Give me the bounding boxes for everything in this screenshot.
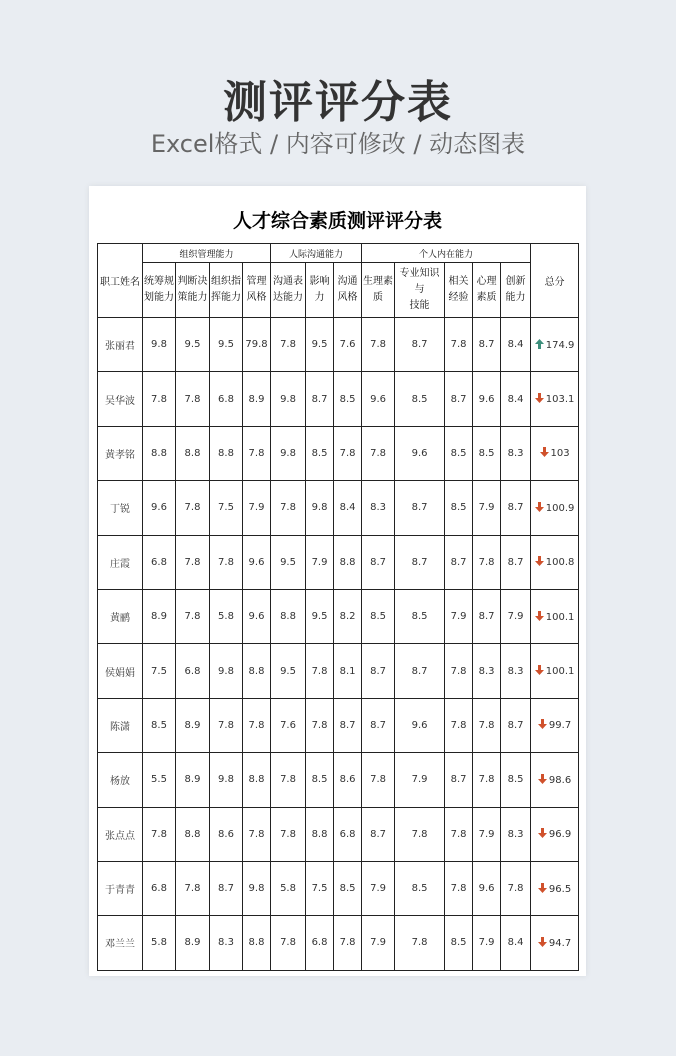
score-cell: 5.8: [143, 916, 176, 970]
column-header: [243, 263, 271, 318]
total-cell: [531, 861, 579, 915]
score-cell: 8.7: [473, 318, 501, 372]
column-header-line: 经验: [448, 292, 469, 303]
score-cell: 7.8: [210, 698, 243, 752]
score-cell: 8.7: [362, 535, 395, 589]
total-cell: [531, 426, 579, 480]
column-header-line: 管理: [246, 276, 267, 287]
employee-name-cell: 庄霞: [98, 535, 143, 589]
total-cell: [531, 807, 579, 861]
column-header-line: 素质: [476, 292, 497, 303]
score-cell: 8.7: [501, 535, 531, 589]
score-cell: 7.9: [362, 916, 395, 970]
score-cell: 7.9: [501, 589, 531, 643]
table-row: [98, 589, 579, 643]
total-value: 100.1: [545, 666, 575, 678]
score-cell: 7.8: [176, 372, 210, 426]
employee-name-cell: 于青青: [98, 861, 143, 915]
score-cell: 8.2: [334, 589, 362, 643]
score-cell: 7.8: [501, 861, 531, 915]
table-row: [98, 426, 579, 480]
total-value: 103: [550, 448, 570, 460]
column-header-line: 沟通: [337, 276, 358, 287]
score-cell: 8.3: [210, 916, 243, 970]
employee-name-cell: 黄鹂: [98, 589, 143, 643]
score-cell: 7.8: [334, 916, 362, 970]
table-row: [98, 807, 579, 861]
score-cell: 8.5: [362, 589, 395, 643]
score-cell: 8.7: [395, 318, 445, 372]
score-cell: 9.8: [243, 861, 271, 915]
score-cell: 9.8: [210, 753, 243, 807]
table-row: [98, 318, 579, 372]
score-cell: 9.8: [271, 372, 306, 426]
score-cell: 7.8: [473, 698, 501, 752]
score-cell: 9.6: [395, 426, 445, 480]
table-row: [98, 644, 579, 698]
score-cell: 9.8: [210, 644, 243, 698]
score-cell: 9.6: [143, 481, 176, 535]
score-cell: 7.8: [362, 753, 395, 807]
score-cell: 9.8: [143, 318, 176, 372]
score-cell: 6.8: [210, 372, 243, 426]
score-cell: 7.8: [271, 481, 306, 535]
score-cell: 8.8: [243, 644, 271, 698]
total-value: 100.9: [545, 502, 575, 514]
score-cell: 8.4: [501, 372, 531, 426]
column-header-line: 创新: [505, 276, 526, 287]
score-cell: 7.8: [243, 807, 271, 861]
score-cell: 8.3: [501, 807, 531, 861]
trend-down-arrow-icon: [540, 447, 549, 457]
score-cell: 9.5: [306, 589, 334, 643]
column-header: [143, 263, 176, 318]
score-cell: 8.7: [445, 753, 473, 807]
table-row: [98, 535, 579, 589]
score-cell: 8.7: [445, 372, 473, 426]
score-cell: 7.8: [143, 807, 176, 861]
employee-name-cell: 陈潇: [98, 698, 143, 752]
spreadsheet-preview: [89, 186, 586, 976]
employee-name-cell: 丁锐: [98, 481, 143, 535]
header-group-personal: 个人内在能力: [362, 244, 531, 263]
column-header-line: 统筹规: [144, 276, 174, 287]
sub-header-row: [98, 263, 579, 318]
score-cell: 8.5: [306, 426, 334, 480]
score-cell: 8.9: [176, 753, 210, 807]
score-cell: 9.5: [176, 318, 210, 372]
score-cell: 7.6: [334, 318, 362, 372]
column-header-line: 划能力: [144, 292, 174, 303]
column-header-line: 挥能力: [211, 292, 241, 303]
column-header-line: 质: [373, 292, 384, 303]
banner-subtitle: Excel格式 / 内容可修改 / 动态图表: [150, 130, 526, 158]
column-header-line: 策能力: [177, 292, 208, 303]
trend-down-arrow-icon: [535, 556, 544, 566]
score-cell: 7.8: [306, 698, 334, 752]
column-header: [176, 263, 210, 318]
column-header: [210, 263, 243, 318]
total-value: 99.7: [548, 720, 572, 732]
score-cell: 8.8: [176, 426, 210, 480]
total-cell: [531, 318, 579, 372]
column-header-line: 组织指: [211, 276, 241, 287]
score-cell: 7.8: [243, 426, 271, 480]
score-cell: 8.8: [306, 807, 334, 861]
score-cell: 8.3: [473, 644, 501, 698]
score-cell: 8.3: [362, 481, 395, 535]
column-header-line: 风格: [246, 292, 267, 303]
total-value: 96.5: [548, 883, 572, 895]
score-cell: 9.6: [395, 698, 445, 752]
score-cell: 8.5: [334, 372, 362, 426]
score-cell: 5.8: [210, 589, 243, 643]
table-row: [98, 861, 579, 915]
score-cell: 8.5: [334, 861, 362, 915]
total-value: 98.6: [548, 774, 572, 786]
employee-name-cell: 吴华波: [98, 372, 143, 426]
score-cell: 8.9: [243, 372, 271, 426]
score-cell: 8.9: [176, 698, 210, 752]
score-cell: 8.5: [395, 589, 445, 643]
score-cell: 7.8: [210, 535, 243, 589]
score-cell: 8.8: [176, 807, 210, 861]
score-cell: 7.8: [271, 807, 306, 861]
column-header: [271, 263, 306, 318]
trend-down-arrow-icon: [535, 665, 544, 675]
header-employee-name: 职工姓名: [98, 244, 143, 318]
column-header-line: 力: [314, 292, 325, 303]
score-cell: 7.8: [362, 318, 395, 372]
score-cell: 9.5: [306, 318, 334, 372]
column-header: [306, 263, 334, 318]
score-cell: 7.8: [176, 589, 210, 643]
score-cell: 7.8: [143, 372, 176, 426]
score-cell: 7.9: [243, 481, 271, 535]
score-cell: 8.8: [243, 916, 271, 970]
score-cell: 8.8: [334, 535, 362, 589]
score-cell: 8.7: [395, 481, 445, 535]
score-cell: 9.8: [306, 481, 334, 535]
score-cell: 7.8: [271, 916, 306, 970]
score-cell: 8.5: [306, 753, 334, 807]
score-cell: 8.3: [501, 644, 531, 698]
score-cell: 7.8: [362, 426, 395, 480]
score-cell: 7.8: [176, 861, 210, 915]
trend-down-arrow-icon: [535, 393, 544, 403]
score-cell: 5.5: [143, 753, 176, 807]
trend-down-arrow-icon: [535, 611, 544, 621]
score-cell: 8.4: [334, 481, 362, 535]
score-cell: 7.8: [445, 861, 473, 915]
employee-name-cell: 张丽君: [98, 318, 143, 372]
column-header-line: 能力: [505, 292, 526, 303]
score-cell: 6.8: [143, 861, 176, 915]
score-cell: 8.7: [362, 644, 395, 698]
score-cell: 8.7: [445, 535, 473, 589]
trend-down-arrow-icon: [538, 937, 547, 947]
score-cell: 8.5: [445, 916, 473, 970]
score-cell: 7.9: [395, 753, 445, 807]
score-cell: 9.8: [271, 426, 306, 480]
trend-down-arrow-icon: [538, 828, 547, 838]
column-header-line: 达能力: [273, 292, 304, 303]
score-body: [98, 318, 579, 971]
score-cell: 7.8: [445, 318, 473, 372]
score-cell: 7.8: [243, 698, 271, 752]
column-header: [501, 263, 531, 318]
column-header-line: 判断决: [177, 276, 208, 287]
score-cell: 8.8: [243, 753, 271, 807]
score-cell: 7.8: [271, 318, 306, 372]
table-row: [98, 698, 579, 752]
score-cell: 8.8: [210, 426, 243, 480]
score-cell: 7.9: [473, 916, 501, 970]
total-cell: [531, 916, 579, 970]
score-cell: 7.8: [334, 426, 362, 480]
score-cell: 7.8: [445, 807, 473, 861]
trend-down-arrow-icon: [538, 719, 547, 729]
score-cell: 8.5: [445, 426, 473, 480]
employee-name-cell: 侯娟娟: [98, 644, 143, 698]
score-cell: 8.7: [362, 698, 395, 752]
column-header: [334, 263, 362, 318]
score-cell: 6.8: [143, 535, 176, 589]
score-cell: 7.9: [445, 589, 473, 643]
column-header-line: 相关: [448, 276, 469, 287]
score-cell: 7.9: [362, 861, 395, 915]
trend-down-arrow-icon: [535, 502, 544, 512]
score-cell: 7.8: [445, 644, 473, 698]
employee-name-cell: 张点点: [98, 807, 143, 861]
column-header: [395, 263, 445, 318]
column-header-line: 专业知识与: [399, 268, 440, 295]
score-cell: 8.5: [473, 426, 501, 480]
score-cell: 6.8: [306, 916, 334, 970]
score-cell: 7.9: [473, 807, 501, 861]
total-cell: [531, 698, 579, 752]
score-cell: 8.7: [473, 589, 501, 643]
trend-up-arrow-icon: [535, 339, 544, 349]
employee-name-cell: 黄孝铭: [98, 426, 143, 480]
employee-name-cell: 杨放: [98, 753, 143, 807]
column-header-line: 影响: [309, 276, 330, 287]
score-cell: 8.8: [143, 426, 176, 480]
column-header: [362, 263, 395, 318]
header-total: 总分: [531, 244, 579, 318]
column-header: [473, 263, 501, 318]
score-cell: 7.8: [306, 644, 334, 698]
score-cell: 7.8: [395, 807, 445, 861]
score-cell: 9.6: [473, 372, 501, 426]
table-row: [98, 916, 579, 970]
score-cell: 9.6: [243, 589, 271, 643]
banner-title: 测评评分表: [223, 77, 453, 128]
total-cell: [531, 372, 579, 426]
score-cell: 8.7: [362, 807, 395, 861]
score-cell: 7.8: [395, 916, 445, 970]
score-cell: 7.8: [445, 698, 473, 752]
score-cell: 8.7: [501, 698, 531, 752]
total-value: 100.8: [545, 557, 575, 569]
total-value: 100.1: [545, 611, 575, 623]
sheet-title: 人才综合素质测评评分表: [232, 210, 442, 232]
score-cell: 8.6: [210, 807, 243, 861]
column-header-line: 生理素: [363, 276, 394, 287]
score-cell: 8.5: [395, 372, 445, 426]
score-cell: 5.8: [271, 861, 306, 915]
column-header-line: 技能: [409, 300, 430, 311]
column-header-line: 沟通表: [273, 276, 304, 287]
score-cell: 8.7: [334, 698, 362, 752]
score-cell: 8.7: [395, 644, 445, 698]
score-cell: 7.9: [306, 535, 334, 589]
score-cell: 8.4: [501, 318, 531, 372]
score-table: [97, 243, 579, 971]
score-cell: 7.5: [306, 861, 334, 915]
score-cell: 7.8: [473, 535, 501, 589]
score-cell: 7.6: [271, 698, 306, 752]
employee-name-cell: 邓兰兰: [98, 916, 143, 970]
total-cell: [531, 644, 579, 698]
column-header-line: 风格: [337, 292, 358, 303]
total-value: 103.1: [545, 394, 575, 406]
score-cell: 9.5: [271, 535, 306, 589]
score-cell: 8.7: [306, 372, 334, 426]
score-cell: 8.1: [334, 644, 362, 698]
header-group-management: 组织管理能力: [143, 244, 271, 263]
score-cell: 7.5: [210, 481, 243, 535]
score-cell: 6.8: [334, 807, 362, 861]
column-header-line: 心理: [476, 276, 497, 287]
score-cell: 8.7: [395, 535, 445, 589]
trend-down-arrow-icon: [538, 883, 547, 893]
score-cell: 7.5: [143, 644, 176, 698]
score-cell: 9.5: [271, 644, 306, 698]
score-cell: 8.5: [445, 481, 473, 535]
total-value: 174.9: [545, 339, 575, 351]
score-cell: 8.5: [143, 698, 176, 752]
table-row: [98, 481, 579, 535]
total-cell: [531, 589, 579, 643]
score-cell: 8.9: [176, 916, 210, 970]
score-cell: 8.5: [501, 753, 531, 807]
column-header: [445, 263, 473, 318]
score-cell: 7.8: [473, 753, 501, 807]
score-cell: 9.6: [473, 861, 501, 915]
header-group-communication: 人际沟通能力: [271, 244, 362, 263]
score-cell: 8.7: [210, 861, 243, 915]
total-cell: [531, 481, 579, 535]
score-cell: 8.3: [501, 426, 531, 480]
total-value: 94.7: [548, 937, 572, 949]
score-cell: 7.8: [176, 535, 210, 589]
table-row: [98, 372, 579, 426]
score-cell: 8.9: [143, 589, 176, 643]
score-cell: 8.7: [501, 481, 531, 535]
score-cell: 8.8: [271, 589, 306, 643]
score-cell: 9.6: [243, 535, 271, 589]
score-cell: 7.8: [176, 481, 210, 535]
total-cell: [531, 753, 579, 807]
score-cell: 8.6: [334, 753, 362, 807]
score-cell: 6.8: [176, 644, 210, 698]
score-cell: 8.5: [395, 861, 445, 915]
total-cell: [531, 535, 579, 589]
score-cell: 7.8: [271, 753, 306, 807]
total-value: 96.9: [548, 829, 572, 841]
score-cell: 7.9: [473, 481, 501, 535]
trend-down-arrow-icon: [538, 774, 547, 784]
table-row: [98, 753, 579, 807]
score-cell: 8.4: [501, 916, 531, 970]
score-cell: 9.5: [210, 318, 243, 372]
score-cell: 79.8: [243, 318, 271, 372]
score-cell: 9.6: [362, 372, 395, 426]
